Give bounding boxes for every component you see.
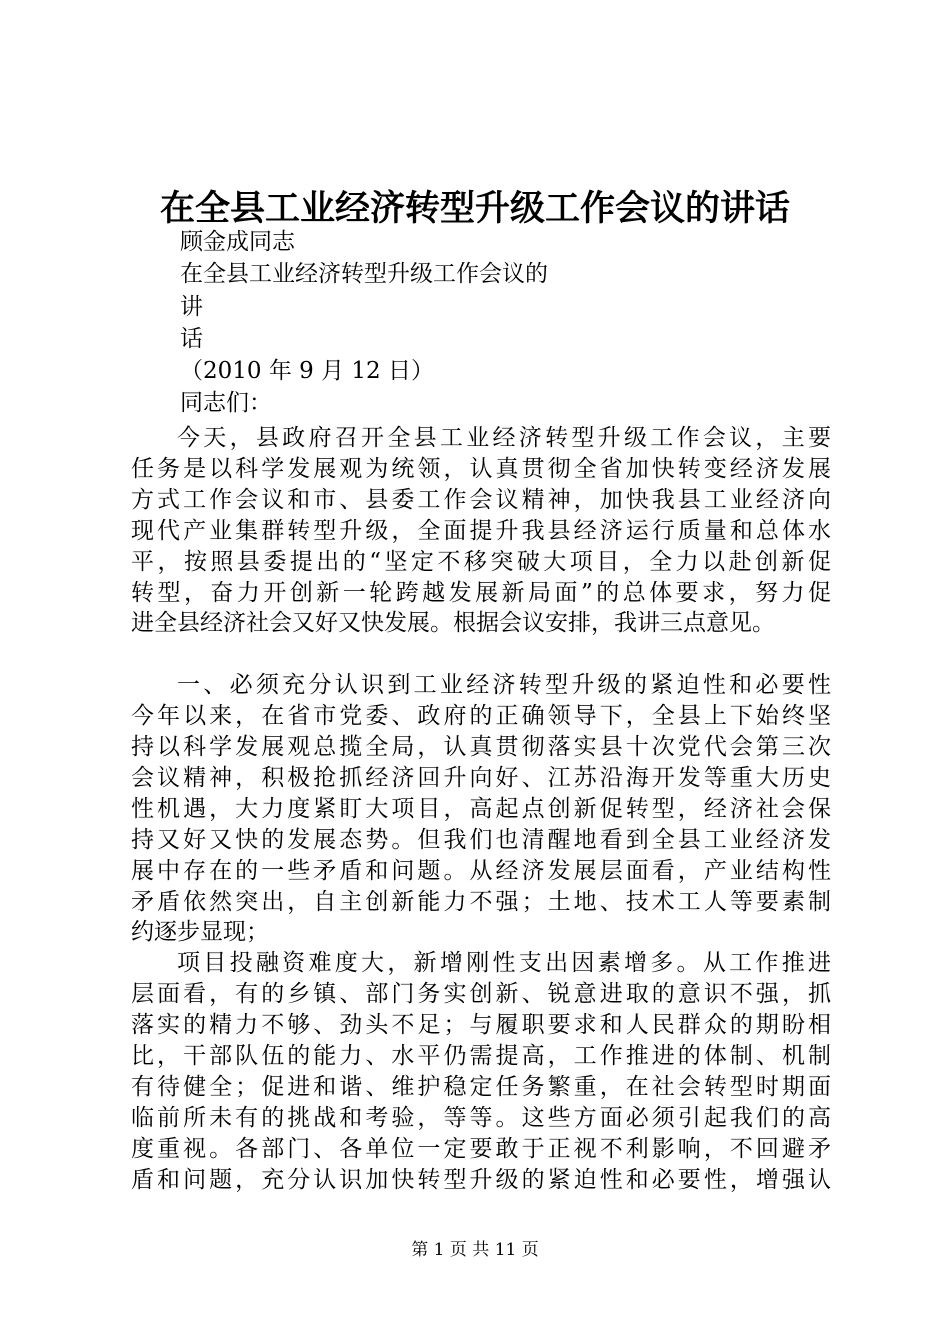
document-title: 在全县工业经济转型升级工作会议的讲话 xyxy=(159,188,790,229)
text-line: 项目投融资难度大，新增刚性支出因素增多。从工作推进 xyxy=(177,950,831,977)
text-line: 进全县经济社会又好又快发展。根据会议安排，我讲三点意见。 xyxy=(131,610,775,637)
paragraph-gap xyxy=(131,639,831,670)
body-text xyxy=(131,423,831,1196)
text-line: 展中存在的一些矛盾和问题。从经济发展层面看，产业结构性 xyxy=(131,857,831,884)
page-number-footer: 第 1 页 共 11 页 xyxy=(411,1240,539,1260)
text-line: 转型，奋力开创新一轮跨越发展新局面”的总体要求，努力促 xyxy=(131,579,831,606)
text-line: 性机遇，大力度紧盯大项目，高起点创新促转型，经济社会保 xyxy=(131,795,831,822)
salutation: 同志们： xyxy=(180,390,272,417)
text-line: 持又好又快的发展态势。但我们也清醒地看到全县工业经济发 xyxy=(131,826,831,853)
paragraph-intro xyxy=(131,423,831,639)
text-line: 临前所未有的挑战和考验，等等。这些方面必须引起我们的高 xyxy=(131,1104,831,1131)
text-line: 任务是以科学发展观为统领，认真贯彻全省加快转变经济发展 xyxy=(131,455,831,482)
section-heading: 一、必须充分认识到工业经济转型升级的紧迫性和必要性 xyxy=(177,672,831,699)
text-line: 约逐步显现； xyxy=(131,919,269,946)
text-line: 比，干部队伍的能力、水平仍需提高，工作推进的体制、机制 xyxy=(131,1043,831,1070)
speech-date: （2010 年 9 月 12 日） xyxy=(180,358,434,385)
text-line: 今年以来，在省市党委、政府的正确领导下，全县上下始终坚 xyxy=(131,703,831,730)
text-line: 方式工作会议和市、县委工作会议精神，加快我县工业经济向 xyxy=(131,486,831,513)
text-line: 平，按照县委提出的“坚定不移突破大项目，全力以赴创新促 xyxy=(131,548,831,575)
text-line: 今天，县政府召开全县工业经济转型升级工作会议，主要 xyxy=(177,425,831,451)
text-line: 持以科学发展观总揽全局，认真贯彻落实县十次党代会第三次 xyxy=(131,734,831,761)
text-line: 度重视。各部门、各单位一定要敢于正视不利影响，不回避矛 xyxy=(131,1135,831,1162)
speech-title-char-2: 话 xyxy=(180,325,203,352)
text-line: 有待健全；促进和谐、维护稳定任务繁重，在社会转型时期面 xyxy=(131,1074,831,1101)
header-block xyxy=(180,226,780,420)
text-line: 层面看，有的乡镇、部门务实创新、锐意进取的意识不强，抓 xyxy=(131,981,831,1008)
paragraph-section-one xyxy=(131,670,831,948)
text-line: 矛盾依然突出，自主创新能力不强；土地、技术工人等要素制 xyxy=(131,888,831,915)
speech-title-char-1: 讲 xyxy=(180,293,203,320)
speech-title-line: 在全县工业经济转型升级工作会议的 xyxy=(180,261,548,288)
text-line: 现代产业集群转型升级，全面提升我县经济运行质量和总体水 xyxy=(131,517,831,544)
text-line: 盾和问题，充分认识加快转型升级的紧迫性和必要性，增强认 xyxy=(131,1166,831,1193)
speaker-name: 顾金成同志 xyxy=(180,229,295,255)
text-line: 落实的精力不够、劲头不足；与履职要求和人民群众的期盼相 xyxy=(131,1012,831,1039)
paragraph-projects xyxy=(131,948,831,1195)
text-line: 会议精神，积极抢抓经济回升向好、江苏沿海开发等重大历史 xyxy=(131,764,831,791)
